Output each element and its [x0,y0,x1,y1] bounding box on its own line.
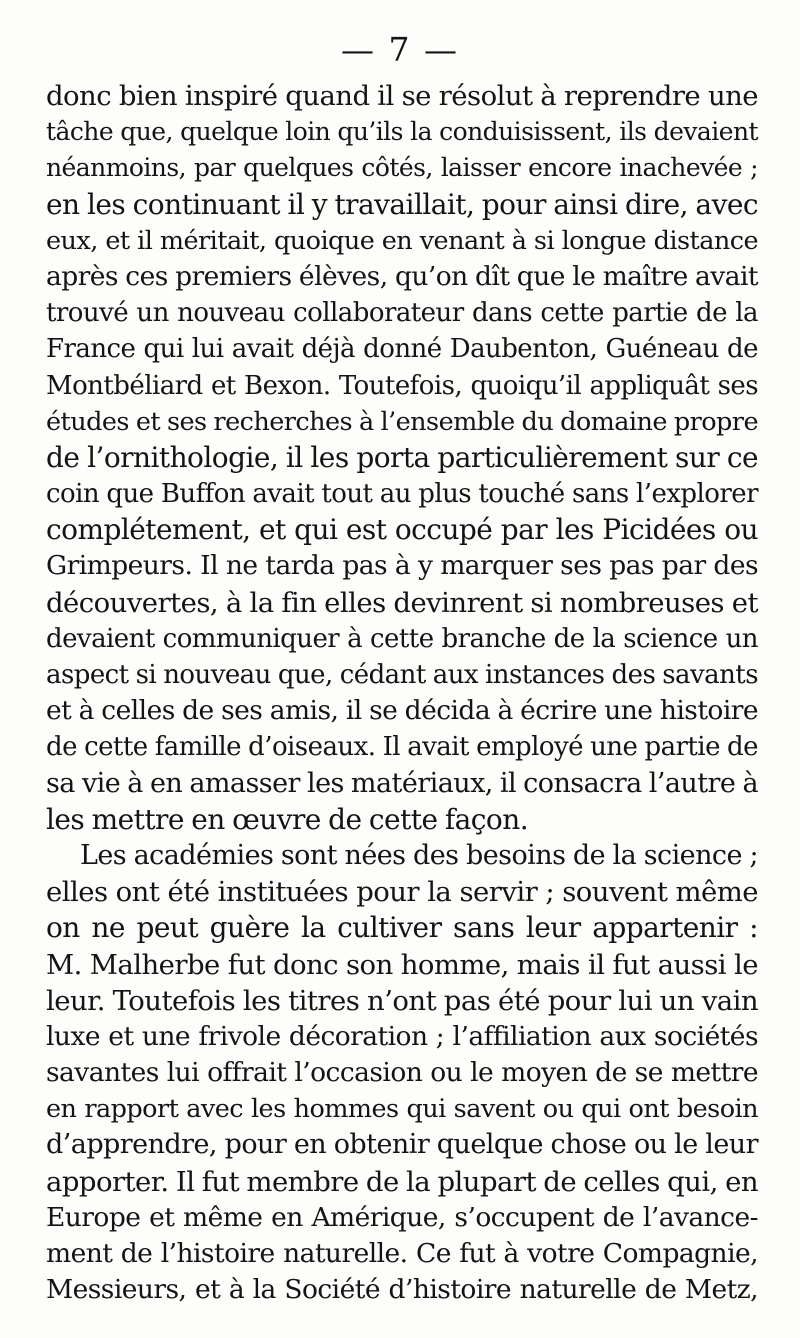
text-line: aspect si nouveau que, cédant aux instances des savants [46,660,758,690]
text-line: et à celles de ses amis, il se décida à écrire une histoire [46,695,758,727]
text-line: ment de l’histoire naturelle. Ce fut à votre Compagnie, [46,1238,758,1269]
text-line: tâche que, quelque loin qu’ils la conduisissent, ils devaient [46,117,758,147]
text-line: France qui lui avait déjà donné Daubenton, Guéneau de [46,334,758,365]
text-line: d’apprendre, pour en obtenir quelque chose ou le leur [46,1129,758,1161]
paragraph-end-line: les mettre en œuvre de cette façon. [46,802,529,836]
text-line: après ces premiers élèves, qu’on dît que le maître avait [46,260,758,292]
text-line: Messieurs, et à la Société d’histoire naturelle de Metz, [46,1274,758,1306]
text-line: coin que Buffon avait tout au plus touché sans l’explorer [46,479,758,510]
text-line: trouvé un nouveau collaborateur dans cette partie de la [46,298,758,329]
text-line: de cette famille d’oiseaux. Il avait employé une partie de [46,732,758,763]
text-line: savantes lui offrait l’occasion ou le moyen de se mettre [46,1057,758,1089]
text-line: elles ont été instituées pour la servir ; souvent même [46,876,758,909]
text-line: devaient communiquer à cette branche de la science un [46,623,758,654]
text-line: eux, et il méritait, quoique en venant à si longue distance [46,225,758,256]
page-number: — 7 — [341,30,459,69]
text-line: leur. Toutefois les titres n’ont pas été pour lui un vain [46,984,758,1017]
text-line: découvertes, à la fin elles devinrent si nombreuses et [46,586,758,619]
text-line: luxe et une frivole décoration ; l’affiliation aux sociétés [46,1020,758,1052]
text-line: Europe et même en Amérique, s’occupent de l’avance- [46,1201,758,1233]
text-line: Montbéliard et Bexon. Toutefois, quoiqu’il appliquât ses [46,370,758,401]
text-line: Grimpeurs. Il ne tarda pas à y marquer ses pas par des [46,550,758,582]
text-line: études et ses recherches à l’ensemble du domaine propre [46,406,758,437]
text-line: apporter. Il fut membre de la plupart de celles qui, en [46,1165,758,1198]
text-line: de l’ornithologie, il les porta particulièrement sur ce [46,440,758,474]
text-line: sa vie à en amasser les matériaux, il consacra l’autre à [46,767,758,799]
paragraph-start-line: Les académies sont nées des besoins de la science ; [80,839,758,871]
body-text [46,78,758,1308]
text-line: en les continuant il y travaillait, pour ainsi dire, avec [46,187,758,221]
text-line: complétement, et qui est occupé par les Picidées ou [46,513,758,547]
text-line: on ne peut guère la cultiver sans leur appartenir : [46,911,758,945]
text-line: néanmoins, par quelques côtés, laisser encore inachevée ; [46,153,758,183]
text-line: donc bien inspiré quand il se résolut à reprendre une [46,80,758,112]
text-line: en rapport avec les hommes qui savent ou qui ont besoin [46,1094,758,1125]
text-line: M. Malherbe fut donc son homme, mais il fut aussi le [46,948,758,981]
